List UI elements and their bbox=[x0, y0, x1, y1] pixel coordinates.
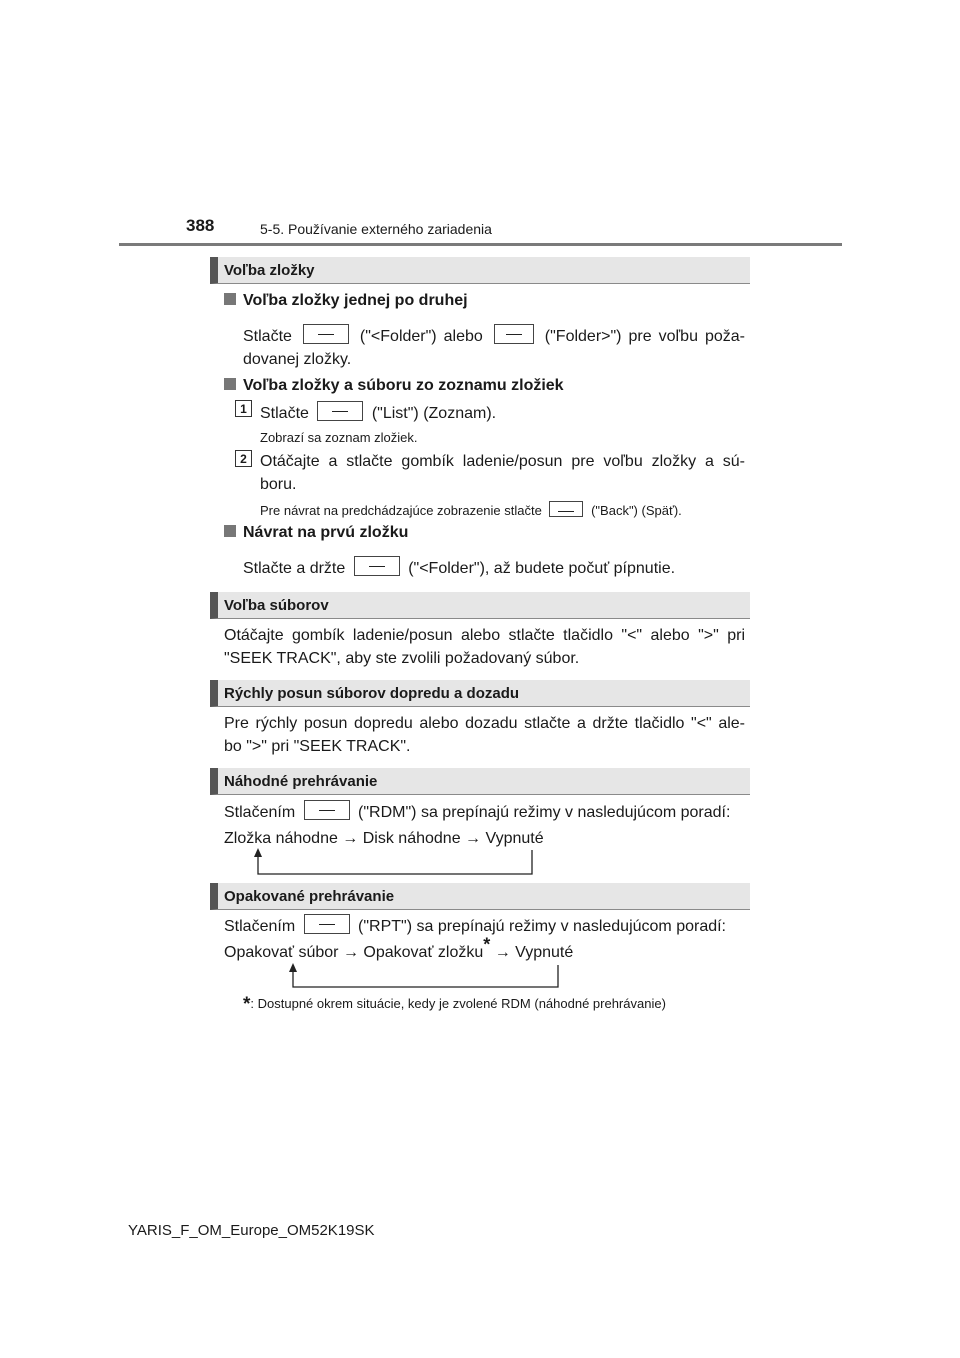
first-folder-text bbox=[243, 556, 675, 580]
files-text-cont: "SEEK TRACK", aby ste zvolili požadovaný súbor. bbox=[224, 650, 580, 667]
section-fast-title: Rýchly posun súborov dopredu a dozadu bbox=[210, 680, 750, 707]
text: Stlačením bbox=[224, 918, 296, 935]
subheading-first-folder bbox=[224, 524, 408, 542]
subheading-from-list bbox=[224, 377, 564, 395]
rdm-button-icon bbox=[304, 800, 350, 820]
one-by-one-text bbox=[243, 324, 745, 348]
fast-text: Pre rýchly posun dopredu alebo dozadu stlačte a držte tlačidlo "<" ale- bbox=[224, 715, 745, 732]
folder-prev-button-icon bbox=[303, 324, 349, 344]
random-text bbox=[224, 800, 730, 824]
footnote-text: : Dostupné okrem situácie, kedy je zvolené RDM (náhodné prehrávanie) bbox=[250, 996, 666, 1011]
step-2-note bbox=[260, 501, 682, 518]
page-number: 388 bbox=[186, 216, 215, 235]
text: ("RDM") sa prepínajú režimy v nasledujúcom poradí: bbox=[358, 804, 731, 821]
text: → Vypnuté bbox=[490, 944, 574, 961]
section-repeat-title: Opakované prehrávanie bbox=[210, 883, 750, 910]
header-rule bbox=[119, 243, 842, 246]
rpt-button-icon bbox=[304, 914, 350, 934]
text: ("RPT") sa prepínajú režimy v nasledujúcom poradí: bbox=[358, 918, 726, 935]
square-bullet-icon bbox=[224, 378, 236, 390]
step-2-text-cont: boru. bbox=[260, 476, 297, 493]
text: Pre návrat na predchádzajúce zobrazenie stlačte bbox=[260, 503, 542, 518]
chapter-title: 5-5. Používanie externého zariadenia bbox=[260, 221, 492, 237]
subheading-text: Návrat na prvú zložku bbox=[243, 524, 409, 541]
folder-prev-button-icon bbox=[354, 556, 400, 576]
random-sequence: Zložka náhodne → Disk náhodne → Vypnuté bbox=[224, 830, 544, 847]
text: Stlačte bbox=[260, 405, 309, 422]
folder-next-button-icon bbox=[494, 324, 534, 344]
files-text: Otáčajte gombík ladenie/posun alebo stlačte tlačidlo "<" alebo ">" pri bbox=[224, 627, 745, 644]
square-bullet-icon bbox=[224, 525, 236, 537]
footnote-marker: * bbox=[483, 934, 491, 955]
square-bullet-icon bbox=[224, 293, 236, 305]
back-button-icon bbox=[549, 501, 583, 517]
cycle-arrow-icon bbox=[250, 848, 540, 878]
step-2-text: Otáčajte a stlačte gombík ladenie/posun pre voľbu zložky a sú- bbox=[260, 453, 745, 470]
step-1-note: Zobrazí sa zoznam zložiek. bbox=[260, 430, 418, 445]
one-by-one-text-cont: dovanej zložky. bbox=[243, 351, 352, 368]
step-1-badge: 1 bbox=[235, 400, 252, 417]
fast-text-cont: bo ">" pri "SEEK TRACK". bbox=[224, 738, 411, 755]
subheading-text: Voľba zložky jednej po druhej bbox=[243, 292, 468, 309]
section-folder-title: Voľba zložky bbox=[210, 257, 750, 284]
cycle-arrow-icon bbox=[285, 963, 565, 991]
subheading-text: Voľba zložky a súboru zo zoznamu zložiek bbox=[243, 377, 564, 394]
text: Opakovať súbor → Opakovať zložku bbox=[224, 944, 484, 961]
text: ("<Folder") alebo bbox=[359, 328, 483, 345]
step-1-text bbox=[260, 401, 496, 425]
footnote bbox=[243, 994, 666, 1016]
section-random-title: Náhodné prehrávanie bbox=[210, 768, 750, 795]
section-files-title: Voľba súborov bbox=[210, 592, 750, 619]
text: Stlačením bbox=[224, 804, 296, 821]
repeat-text bbox=[224, 914, 726, 938]
text: ("List") (Zoznam). bbox=[371, 405, 497, 422]
subheading-one-by-one bbox=[224, 292, 468, 310]
text: ("Folder>") pre voľbu poža- bbox=[544, 328, 745, 345]
text: ("Back") (Späť). bbox=[591, 503, 682, 518]
footnote-marker: * bbox=[243, 994, 251, 1015]
repeat-sequence bbox=[224, 934, 574, 964]
text: Stlačte a držte bbox=[243, 560, 346, 577]
document-footer: YARIS_F_OM_Europe_OM52K19SK bbox=[128, 1222, 375, 1239]
text: Stlačte bbox=[243, 328, 292, 345]
text: ("<Folder"), až budete počuť pípnutie. bbox=[408, 560, 676, 577]
step-2-badge: 2 bbox=[235, 450, 252, 467]
list-button-icon bbox=[317, 401, 363, 421]
